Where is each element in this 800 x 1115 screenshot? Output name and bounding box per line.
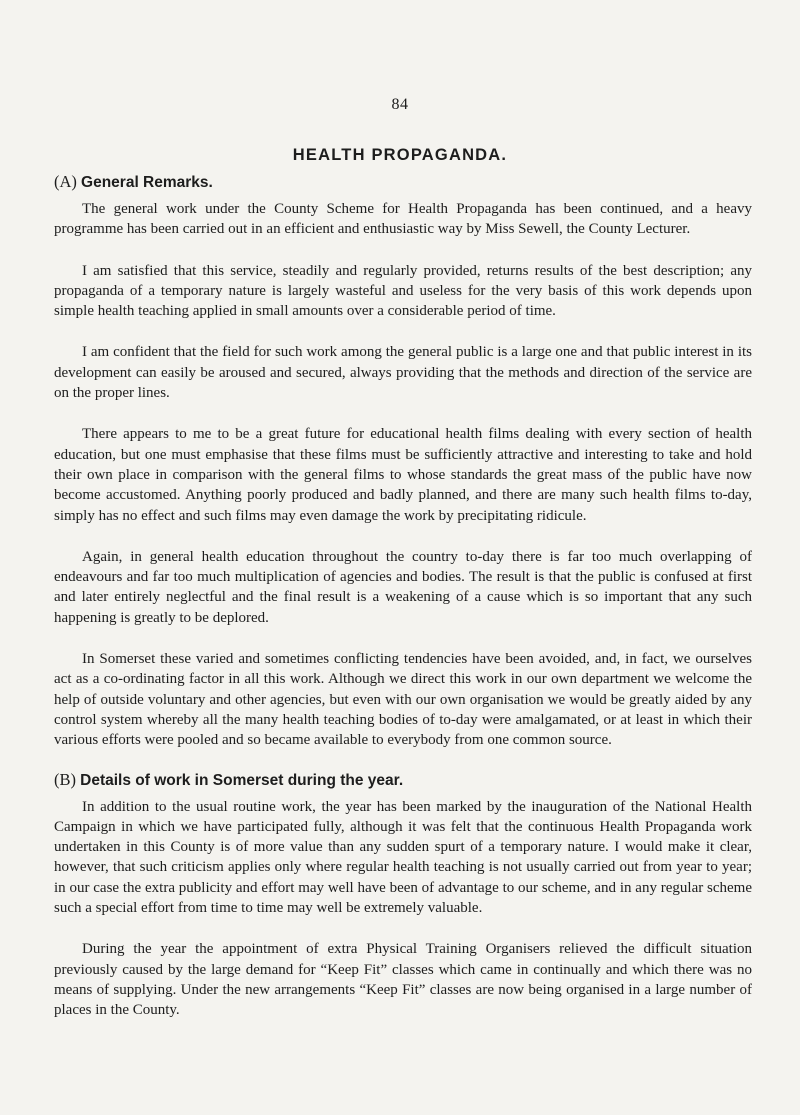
section-heading-a bbox=[54, 171, 752, 194]
paragraph: There appears to me to be a great future for educational health films dealing with every section of health education, but one must emphasise that these films must be sufficiently attractive and interesting to take and hold their own place in comparison with the general films to whose standards the great mass of the public have now become accustomed. Anything poorly produced and badly planned, and there are many such health films to-day, simply has no effect and such films may even damage the work by precipitating ridicule. bbox=[54, 426, 752, 524]
section-title: Details of work in Somerset during the year. bbox=[80, 771, 404, 789]
page-title: HEALTH PROPAGANDA. bbox=[292, 146, 508, 164]
paragraph: During the year the appointment of extra Physical Training Organisers relieved the difficult situation previously caused by the large demand for “Keep Fit” classes which came in continually and which there was no means of supplying. Under the new arrangements “Keep Fit” classes are now being organised in a large number of places in the County. bbox=[54, 941, 752, 1019]
section-letter: (A) bbox=[54, 172, 77, 191]
paragraph: I am confident that the field for such work among the general public is a large one and that public interest in its development can easily be aroused and secured, always providing that the methods and direction of the service are on the proper lines. bbox=[54, 344, 752, 402]
paragraph: The general work under the County Scheme for Health Propaganda has been continued, and a heavy programme has been carried out in an efficient and enthusiastic way by Miss Sewell, the County Lecturer. bbox=[54, 201, 752, 238]
section-heading-b bbox=[54, 769, 752, 792]
section-title: General Remarks. bbox=[81, 174, 213, 191]
paragraph: In Somerset these varied and sometimes conflicting tendencies have been avoided, and, in fact, we ourselves act as a co-ordinating factor in all this work. Although we direct this work in our own department we welcome the help of outside voluntary and other agencies, but even with our own organisation we would be greatly aided by any control system whereby all the many health teaching bodies of to-day were amalgamated, or at least in which their various efforts were pooled and so became available to everybody from one common source. bbox=[54, 651, 752, 749]
paragraph: I am satisfied that this service, steadily and regularly provided, returns results of the best description; any propaganda of a temporary nature is largely wasteful and useless for the very basis of this work depends upon simple health teaching applied in small amounts over a considerable period of time. bbox=[54, 262, 752, 320]
paragraph: Again, in general health education throughout the country to-day there is far too much overlapping of endeavours and far too much multiplication of agencies and bodies. The result is that the public is confused at first and later entirely neglectful and the final result is a weakening of a cause which is so important that any such happening is greatly to be deplored. bbox=[54, 548, 752, 626]
document-body bbox=[54, 171, 752, 1021]
paragraph: In addition to the usual routine work, the year has been marked by the inauguration of the National Health Campaign in which we have participated fully, although it was felt that the continuous Health Propaganda work undertaken in this County is of more value than any sudden spurt of a temporary nature. I would make it clear, however, that such criticism applies only where regular health teaching is not usually carried out from year to year; in our case the extra publicity and effort may well have been of advantage to our scheme, and in any regular scheme such a special effort from time to time may well be extremely valuable. bbox=[54, 798, 752, 917]
page-number: 84 bbox=[391, 96, 409, 113]
section-letter: (B) bbox=[54, 769, 76, 789]
